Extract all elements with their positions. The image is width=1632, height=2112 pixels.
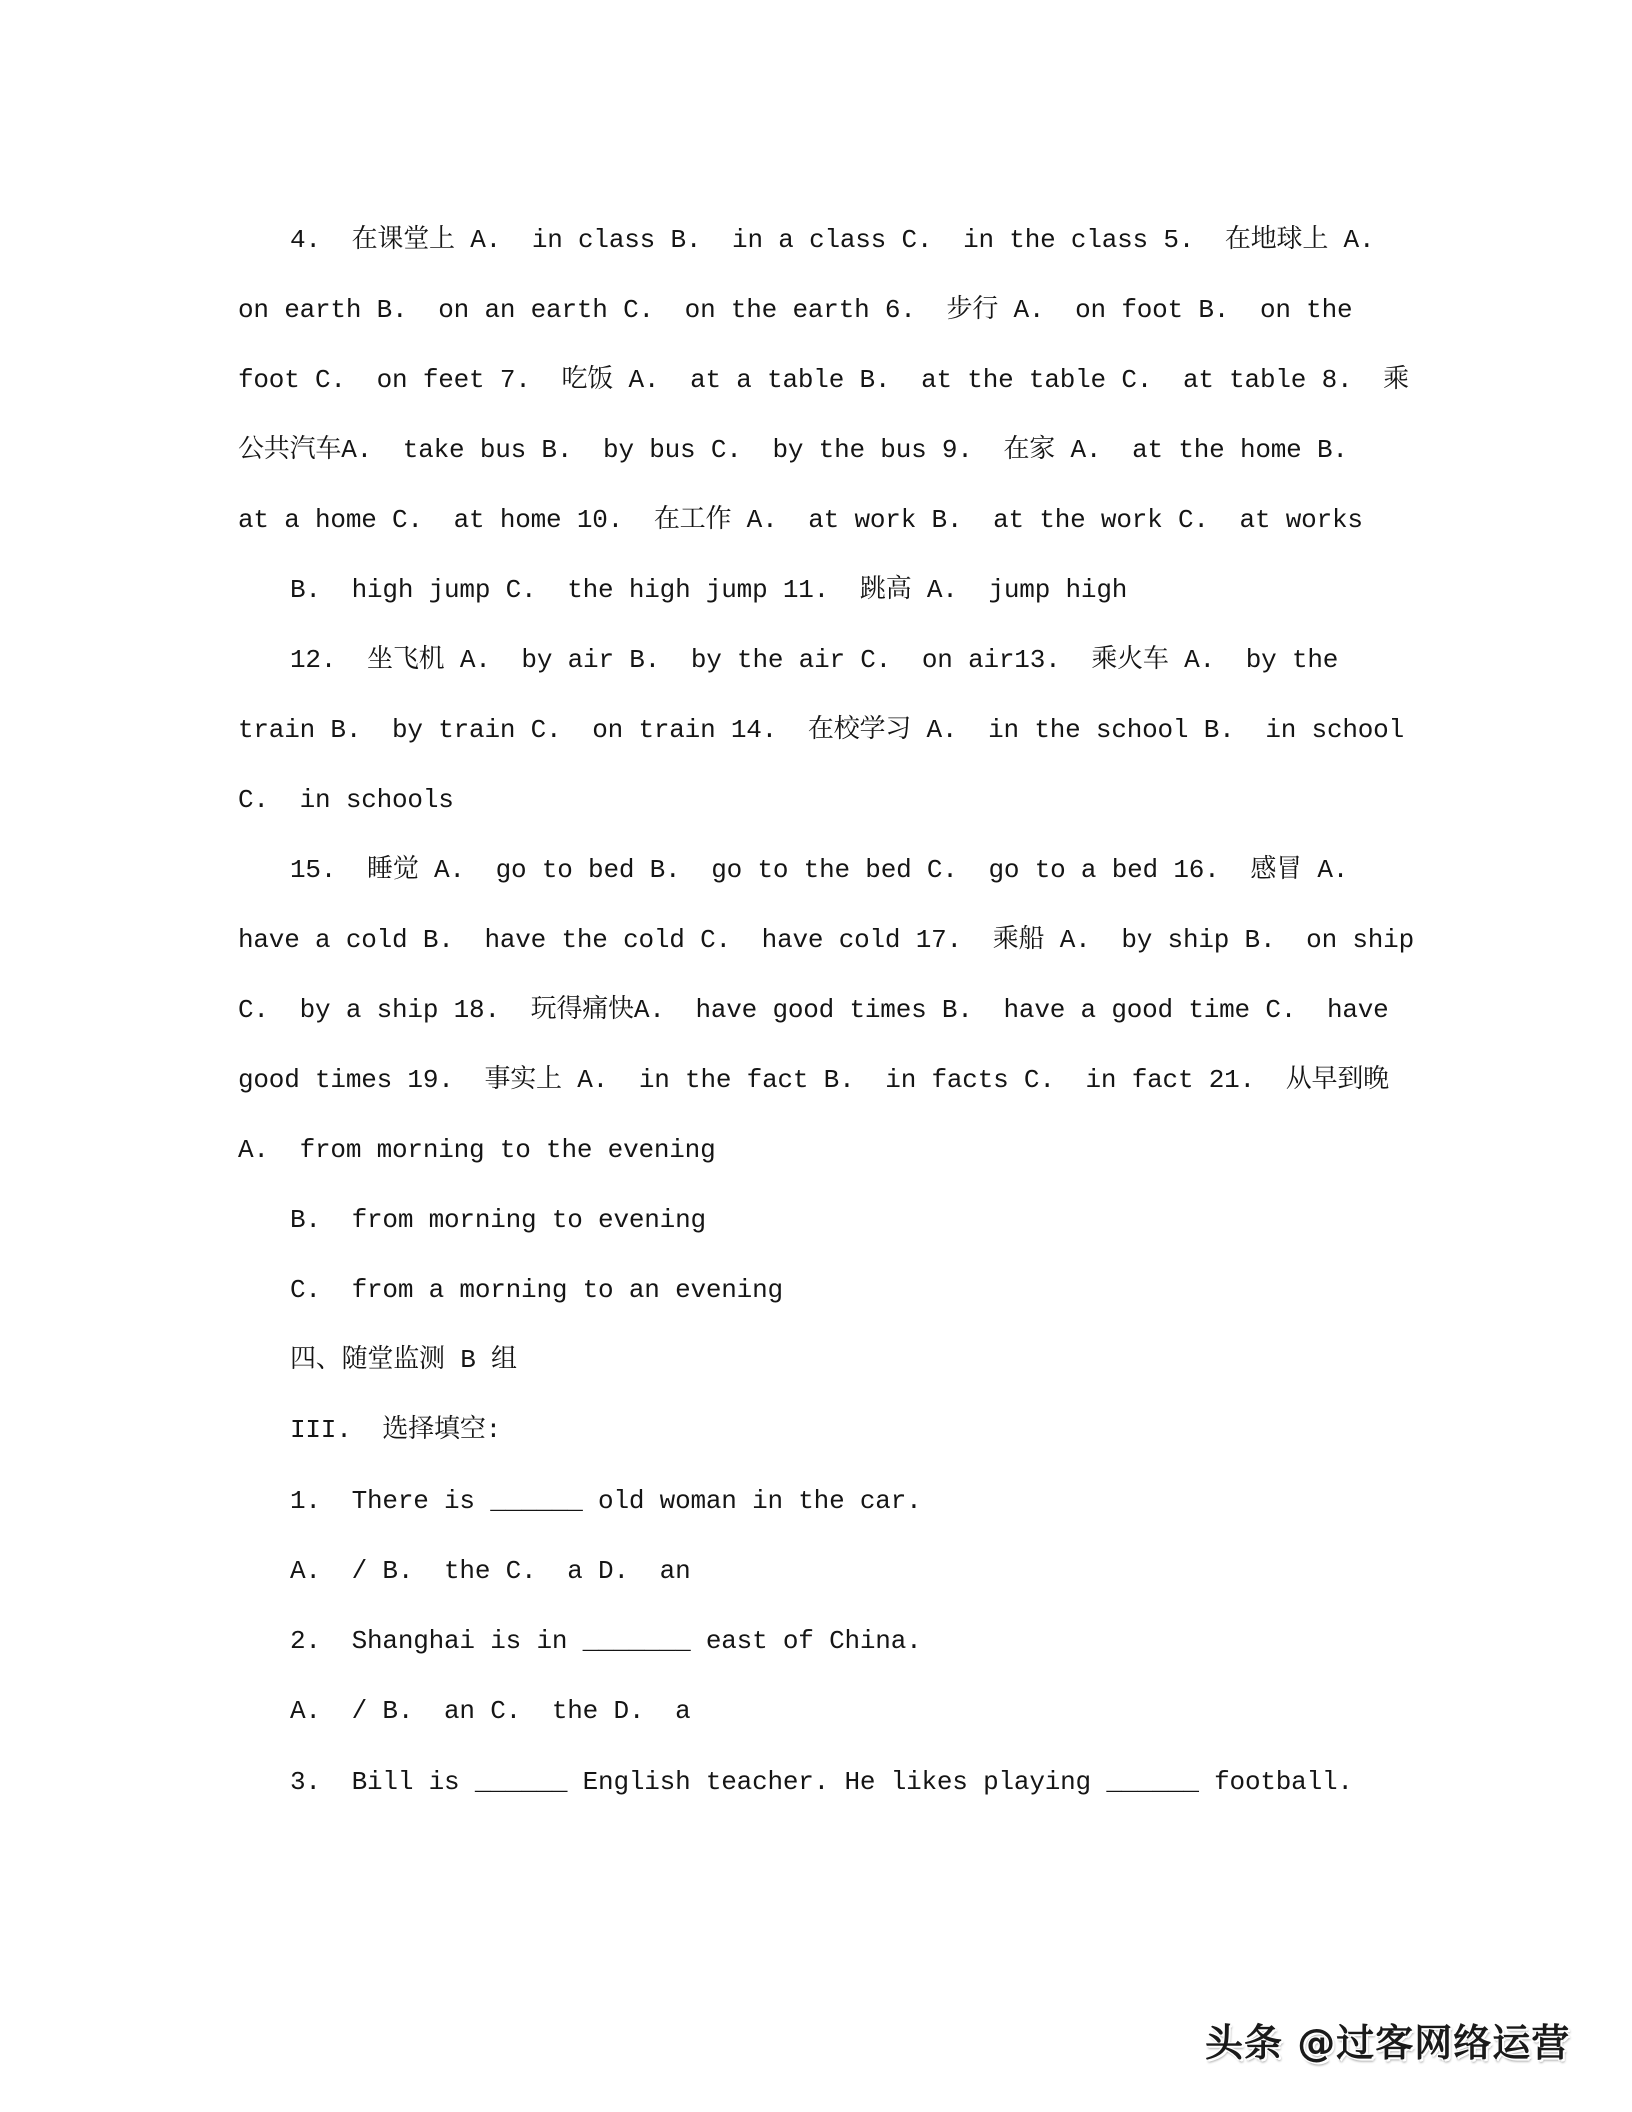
text-line: on earth B. on an earth C. on the earth 6. 步行 A. on foot B. on the (238, 295, 1353, 325)
text-line: A. from morning to the evening (238, 1135, 716, 1165)
subsection-heading: III. 选择填空: (290, 1415, 502, 1445)
question-1: 1. There is ______ old woman in the car. (290, 1486, 922, 1516)
question-1-options: A. / B. the C. a D. an (290, 1556, 691, 1586)
text-line: B. from morning to evening (290, 1205, 706, 1235)
text-line: train B. by train C. on train 14. 在校学习 A. in the school B. in school (238, 715, 1404, 745)
text-line: 15. 睡觉 A. go to bed B. go to the bed C. go to a bed 16. 感冒 A. (290, 855, 1349, 885)
text-line: good times 19. 事实上 A. in the fact B. in facts C. in fact 21. 从早到晚 (238, 1065, 1389, 1095)
watermark: 头条 @过客网络运营 (1205, 2021, 1571, 2065)
text-line: 公共汽车A. take bus B. by bus C. by the bus 9. 在家 A. at the home B. (238, 435, 1348, 465)
question-2: 2. Shanghai is in _______ east of China. (290, 1626, 922, 1656)
text-line: at a home C. at home 10. 在工作 A. at work B. at the work C. at works (238, 505, 1363, 535)
text-line: C. by a ship 18. 玩得痛快A. have good times B. have a good time C. have (238, 995, 1389, 1025)
text-line: foot C. on feet 7. 吃饭 A. at a table B. at the table C. at table 8. 乘 (238, 365, 1409, 395)
text-line: 12. 坐飞机 A. by air B. by the air C. on air13. 乘火车 A. by the (290, 645, 1339, 675)
text-line: B. high jump C. the high jump 11. 跳高 A. jump high (290, 575, 1128, 605)
text-line: C. from a morning to an evening (290, 1275, 783, 1305)
question-2-options: A. / B. an C. the D. a (290, 1696, 691, 1726)
question-3: 3. Bill is ______ English teacher. He likes playing ______ football. (290, 1767, 1353, 1797)
section-heading: 四、随堂监测 B 组 (290, 1345, 517, 1375)
text-line: 4. 在课堂上 A. in class B. in a class C. in the class 5. 在地球上 A. (290, 225, 1375, 255)
text-line: C. in schools (238, 785, 454, 815)
text-line: have a cold B. have the cold C. have cold 17. 乘船 A. by ship B. on ship (238, 925, 1414, 955)
